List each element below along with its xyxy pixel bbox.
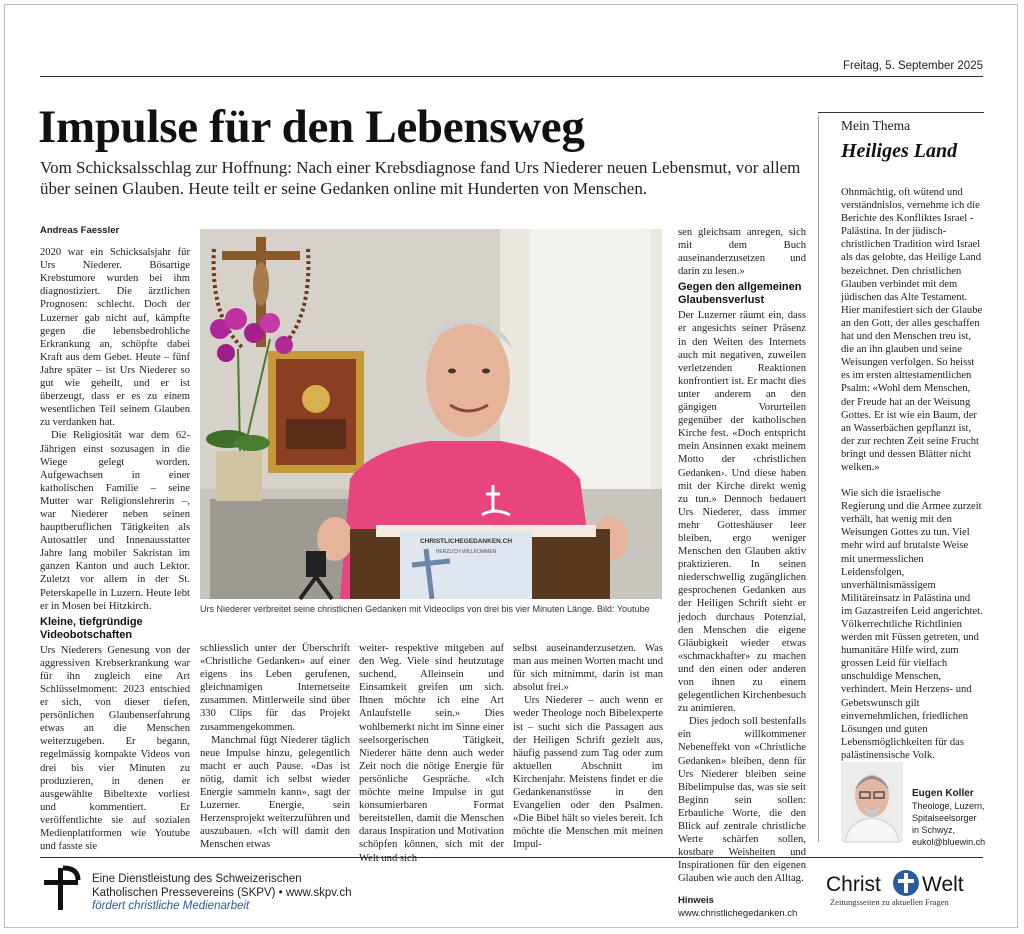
paragraph: Die Religiosität war dem 62-Jährigen einst sozusagen in die Wiege gelegt worden. Aufgewachsen in einer katholischen Familie – seine Mutter war Religionslehrerin –, war Niederer neben seinen hauptberuflichen Tätigkeiten als Autosattler und Innenausstatter Jahre lang mobiler Sakristan im ganzen Kanton und auch Lektor. Zuletzt vor allem in der St. Peterskapelle in Luzern. Heute lebt er in Mosen bei Hitzkirch.: [40, 430, 190, 612]
bottom-rule: [40, 857, 983, 858]
sign-subtitle: HERZLICH WILLKOMMEN: [435, 549, 497, 555]
paragraph: weiter- respektive mitgeben auf den Weg. Viele sind heutzutage suchend, Alleinsein und Einsamkeit greifen um sich. Ihnen möchte ich eine Art Anlaufstelle sein.» Dies wohlbemerkt nicht im Sinne einer seelsorgerischen Tätigkeit, Niederer hätte denn auch weder Zeit noch die nötige Energie für persönliche Gespräche. «Ich möchte meine Impulse in gut konsumierbaren Format bereitstellen, damit die Menschen daraus Inspiration und Motivation schöpfen können, sich mit der Welt und sich: [359, 643, 504, 864]
author-name: Eugen Koller: [912, 788, 974, 799]
paragraph: 2020 war ein Schicksalsjahr für Urs Niederer. Bösartige Krebstumore wurden bei ihm diagnostiziert. Die ärztlichen Prognosen: schlecht. Doch der Luzerner gab nicht auf, kämpfte gegen die lebensbedrohliche Erkrankung an, schöpfte dabei Kraft aus dem Gebet. Heute – fünf Jahre später – ist Urs Niederer so gut wie geheilt, und er ist überzeugt, dass er es zu einem wesentlichen Teil seinem Glauben zu verdanken hat.: [40, 247, 190, 429]
photo-illustration: [200, 229, 662, 599]
sidebar-kicker: Mein Thema: [841, 118, 911, 133]
sidebar-top-rule: [818, 112, 984, 113]
photo-caption: Urs Niederer verbreitet seine christlichen Gedanken mit Videoclips von drei bis vier Minuten Länge. Bild: Youtube: [200, 604, 650, 614]
skpv-line: Eine Dienstleistung des Schweizerischen: [92, 873, 302, 885]
paragraph: Manchmal fügt Niederer täglich neue Impulse hinzu, gelegentlich macht er auch Pause. «Das ist nötig, damit ich selbst wieder Energie sammeln kann», sagt der Luzerner. Energie, sein Herzensprojekt weiterzuführen und auszubauen. «Ich will damit den Menschen etwas: [200, 734, 351, 851]
hint-label: Hinweis: [678, 894, 714, 906]
article-author: Andreas Faessler: [40, 225, 120, 236]
paragraph: Ohnmächtig, oft wütend und verständnislos, vernehme ich die Berichte des Konfliktes Israel - Palästina. In der jüdisch-christlichen Tradition wird Israel als das gelobte, das Heilige Land bezeichnet. Den christlichen Glauben verbindet mit dem jüdischen das Alte Testament. Hier manifestiert sich der Glaube an den Gott, der alles geschaffen hat und den Menschen treu ist, die an ihn glauben und seine Weisungen verfolgen. So heisst es im ersten alttestamentlichen Psalm: «Wohl dem Menschen, der Freude hat an der Weisung Gottes. Er ist wie ein Baum, der an Wasserbächen gepflanzt ist, der zur rechten Zeit seine Frucht bringt und dessen Blätter nicht welken.»: [841, 187, 983, 473]
paragraph: schliesslich unter der Überschrift «Christliche Gedanken» auf einer eigens ins Leben gerufenen, gleichnamigen Internetseite zusammen. Mittlerweile sind über 330 Clips für das Projekt zusammengekommen.: [200, 643, 350, 733]
paragraph: Der Luzerner räumt ein, dass er angesichts seiner Präsenz in den Weiten des Internets auch mit negativen, zuweilen verletzenden Reaktionen konfrontiert ist. Er macht dies unter anderem an den gängigen Vorurteilen gegenüber der katholischen Kirche fest. «Doch entspricht mein Ansinnen exakt meinem Motto der ‹christlichen Gedanken›. Und diese haben mit der Kirche direkt wenig zu tun.» Dennoch bedauert Urs Niederer, dass immer mehr Gotteshäuser leer bleiben, ergo weniger Menschen den Glauben aktiv praktizieren. In seinen niederschwellig zugänglichen gesprochenen Gedanken aus der Heiligen Schrift sieht er jedoch durchaus Potenzial, den Menschen die eigene Gläubigkeit wieder etwas «schmackhafter» zu machen und den einen oder anderen von ihnen zu einem gelegentlichen Kirchenbesuch zu animieren.: [678, 310, 806, 715]
author-email[interactable]: eukol@bluewin.ch: [912, 837, 986, 847]
brand-right: Welt: [922, 873, 964, 896]
subheading: Gegen den allgemeinen Glaubensverlust: [678, 281, 802, 307]
issue-date: Freitag, 5. September 2025: [843, 60, 983, 72]
author-role: Spitalseelsorger: [912, 813, 977, 823]
author-portrait: [841, 762, 903, 842]
skpv-credit: [92, 873, 351, 914]
article-column-2: [200, 642, 350, 854]
article-column-3: [359, 642, 504, 864]
sidebar-title: Heiliges Land: [841, 140, 958, 162]
subheading: Kleine, tiefgründige Videobotschaften: [40, 615, 143, 641]
paragraph: Urs Niederer – auch wenn er weder Theologe noch Bibelexperte ist – sucht sich die Passagen aus der Heiligen Schrift gezielt aus, häufig passend zum Tag oder zum aktuellen Abschnitt im Kirchenjahr. Meistens findet er die Gedankenanstösse in den Evangelien oder den Psalmen. «Die Bibel hält so vieles bereit. Ich möchte die Menschen mit meinen Impul-: [513, 695, 663, 851]
article-column-4: [513, 642, 663, 854]
skpv-slogan: fördert christliche Medienarbeit: [92, 900, 250, 912]
sidebar-divider: [818, 116, 819, 842]
author-bio: [912, 788, 988, 848]
brand-tagline: Zeitungsseiten zu aktuellen Fragen: [830, 897, 949, 907]
skpv-line: Katholischen Pressevereins (SKPV) • www.skpv.ch: [92, 886, 352, 899]
paragraph: Dies jedoch soll bestenfalls ein willkommener Nebeneffekt von «Christliche Gedanken» bleiben, denn für Urs Niederer bleiben seine Bibelimpulse das, was sie seit Beginn sein sollen: Erbauliche Worte, die den Blick auf zentrale christliche Werte schärfen sollen, kostbare Weisheiten und Inspirationen für den eigenen Glauben wie auch den Alltag.: [678, 716, 806, 885]
article-headline: Impulse für den Lebensweg: [38, 101, 585, 153]
article-lead: Vom Schicksalsschlag zur Hoffnung: Nach einer Krebsdiagnose fand Urs Niederer neuen Lebensmut, vor allem über seinen Glauben. Heute teilt er seine Gedanken online mit Hunderten von Menschen.: [40, 158, 801, 198]
paragraph: Urs Niederers Genesung von der aggressiven Krebserkrankung war für ihn zugleich eine Art Schlüsselmoment: 2023 entschied er sich, von dieser tiefen, persönlichen Glaubenserfahrung etwas an die Menschen weiterzugeben. Er begann, regelmässig kompakte Videos von drei bis vier Minuten zu produzieren, in denen er ausgewählte Bibeltexte vorliest und kommentiert. Er veröffentlichte sie auf sozialen Medienplattformen wie Youtube und fasste sie: [40, 644, 190, 853]
article-column-1: [40, 224, 190, 854]
article-photo: [200, 229, 662, 599]
article-column-5: [678, 226, 806, 919]
top-rule: [40, 76, 983, 77]
paragraph: sen gleichsam anregen, sich mit dem Buch auseinanderzusetzen und darin zu lesen.»: [678, 227, 806, 278]
author-role: in Schwyz,: [912, 825, 956, 835]
sign-title: CHRISTLICHEGEDANKEN.CH: [419, 538, 513, 545]
hint-link[interactable]: www.christlichegedanken.ch: [678, 907, 798, 919]
author-role: Theologe, Luzern,: [912, 801, 985, 811]
sidebar-body: [841, 186, 983, 775]
skpv-logo-icon: [40, 864, 84, 912]
paragraph: Wie sich die israelische Regierung und die Armee zurzeit verhält, hat wenig mit den Weisungen Gottes zu tun. Viel mehr wird auf brutalste Weise mit unermesslichen Leidensfolgen, unverhältnismässigem Militäreinsatz in Palästina und im Gazastreifen Leid angerichtet. Völkerrechtliche Richtlinien werden mit Füssen getreten, und humanitäre Hilfe wird, zum grossen Leid für vielfach unschuldige Menschen, verhindert. Mein Herzens- und Gebetswunsch gilt einvernehmlichen, friedlichen Lösungen und guten Lebensmöglichkeiten für das palästinensische Volk.: [841, 488, 983, 761]
brand-left: Christ: [826, 873, 881, 896]
paragraph: selbst auseinanderzusetzen. Was man aus meinen Worten macht und für sich mitnimmt, darin ist man absolut frei.»: [513, 643, 663, 694]
